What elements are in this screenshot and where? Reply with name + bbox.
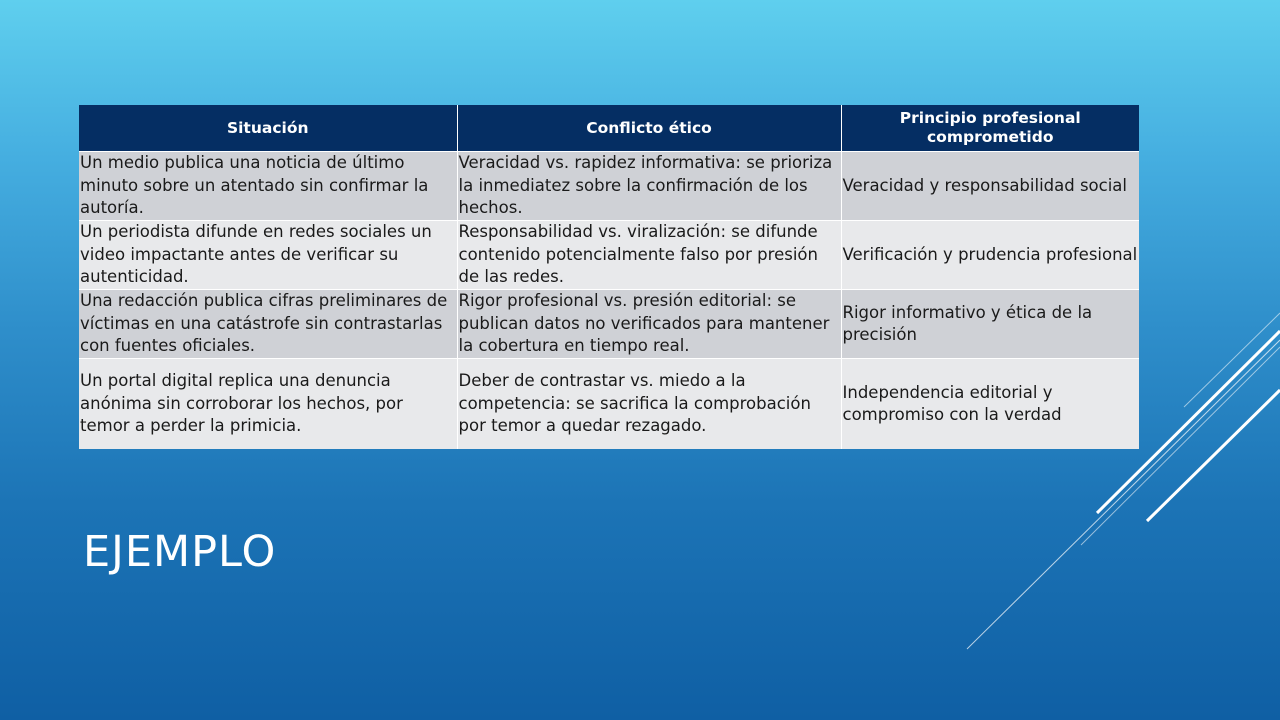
table-row xyxy=(79,152,1139,221)
conflict-cell: Deber de contrastar vs. miedo a la competencia: se sacrifica la comprobación por temor a quedar rezagado. xyxy=(457,359,841,450)
table-row xyxy=(79,290,1139,359)
deco-line-4 xyxy=(1147,390,1280,521)
principle-cell: Verificación y prudencia profesional xyxy=(841,221,1139,290)
conflict-cell: Veracidad vs. rapidez informativa: se prioriza la inmediatez sobre la confirmación de los hechos. xyxy=(457,152,841,221)
situation-cell: Un medio publica una noticia de último minuto sobre un atentado sin confirmar la autoría. xyxy=(79,152,457,221)
deco-line-1 xyxy=(1184,313,1280,407)
principle-cell: Independencia editorial y compromiso con la verdad xyxy=(841,359,1139,450)
table-header-row xyxy=(79,105,1139,152)
situation-cell: Una redacción publica cifras preliminares de víctimas en una catástrofe sin contrastarlas con fuentes oficiales. xyxy=(79,290,457,359)
column-header-situation: Situación xyxy=(79,105,457,152)
table-row xyxy=(79,221,1139,290)
column-header-conflict: Conflicto ético xyxy=(457,105,841,152)
principle-cell: Rigor informativo y ética de la precisión xyxy=(841,290,1139,359)
situation-cell: Un portal digital replica una denuncia anónima sin corroborar los hechos, por temor a perder la primicia. xyxy=(79,359,457,450)
conflict-cell: Responsabilidad vs. viralización: se difunde contenido potencialmente falso por presión de las redes. xyxy=(457,221,841,290)
situation-cell: Un periodista difunde en redes sociales un video impactante antes de verificar su autenticidad. xyxy=(79,221,457,290)
principle-cell: Veracidad y responsabilidad social xyxy=(841,152,1139,221)
column-header-principle: Principio profesional comprometido xyxy=(841,105,1139,152)
ethics-table xyxy=(79,105,1139,449)
slide-title: EJEMPLO xyxy=(83,527,277,577)
conflict-cell: Rigor profesional vs. presión editorial: se publican datos no verificados para mantener la cobertura en tiempo real. xyxy=(457,290,841,359)
table-row xyxy=(79,359,1139,450)
